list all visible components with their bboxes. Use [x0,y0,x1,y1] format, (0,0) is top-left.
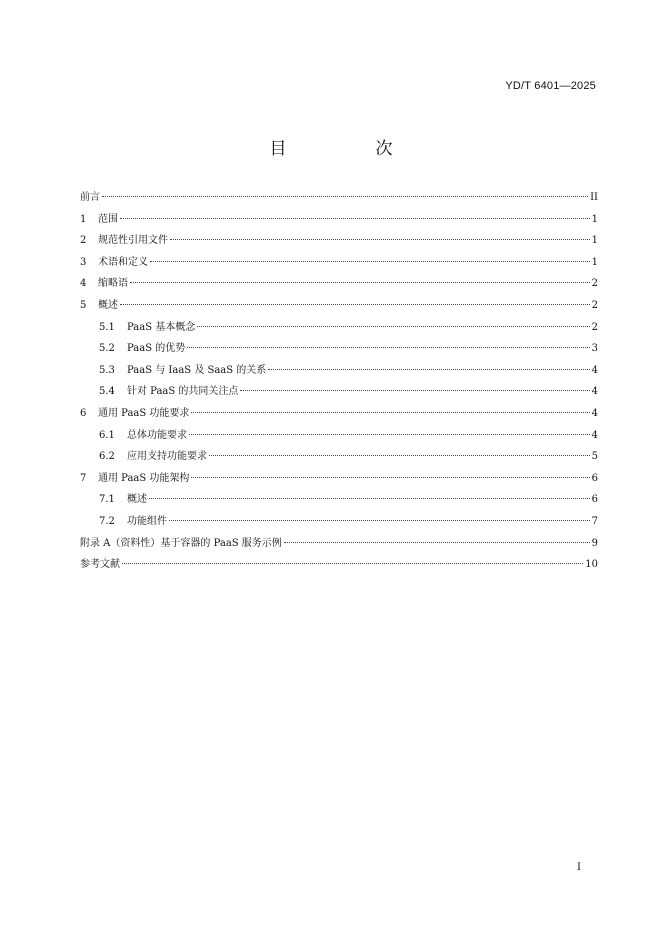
toc-entry-number: 3 [80,256,87,268]
toc-entry-title: 总体功能要求 [127,429,187,441]
toc-leader-dots [122,563,583,564]
toc-leader-dots [209,455,590,456]
toc-entry-page: 5 [591,451,598,463]
toc-entry-5-3[interactable] [80,361,598,383]
toc-entry-page: 4 [591,407,598,419]
toc-leader-dots [268,369,589,370]
toc-entry-1[interactable] [80,210,598,232]
toc-entry-page: 9 [591,537,598,549]
toc-leader-dots [284,542,590,543]
toc-entry-title: 参考文献 [80,559,120,571]
toc-leader-dots [150,261,590,262]
toc-entry-number: 7 [80,472,87,484]
toc-entry-number: 5.2 [99,343,115,355]
toc-entry-5[interactable] [80,296,598,318]
toc-leader-dots [169,520,590,521]
toc-leader-dots [191,477,589,478]
toc-entry-7-1[interactable] [80,490,598,512]
toc-entry-title: 规范性引用文件 [98,235,168,247]
toc-entry-5-2[interactable] [80,339,598,361]
toc-entry-title: 通用 PaaS 功能要求 [98,407,190,419]
toc-entry-page: 1 [591,213,598,225]
toc-entry-7-2[interactable] [80,512,598,534]
toc-entry-title: PaaS 基本概念 [127,321,196,333]
toc-entry-page: 6 [591,494,598,506]
toc-entry-5-4[interactable] [80,382,598,404]
toc-entry-references[interactable] [80,555,598,577]
toc-entry-3[interactable] [80,253,598,275]
toc-entry-page: 2 [591,278,598,290]
table-of-contents [80,188,598,577]
toc-entry-foreword[interactable] [80,188,598,210]
toc-entry-title: 通用 PaaS 功能架构 [98,472,190,484]
toc-entry-page: 2 [591,321,598,333]
toc-entry-number: 6 [80,407,87,419]
toc-entry-page: 3 [591,343,598,355]
toc-entry-page: 4 [591,386,598,398]
toc-entry-title: 范围 [98,213,118,225]
toc-entry-appendix-a[interactable] [80,534,598,556]
toc-entry-page: 7 [591,515,598,527]
toc-leader-dots [197,326,589,327]
toc-entry-title: PaaS 的优势 [127,343,186,355]
toc-entry-6[interactable] [80,404,598,426]
toc-leader-dots [189,434,590,435]
toc-entry-title: 附录 A（资料性）基于容器的 PaaS 服务示例 [80,537,282,549]
toc-entry-page: II [590,192,598,203]
toc-entry-7[interactable] [80,469,598,491]
toc-leader-dots [149,498,590,499]
toc-entry-4[interactable] [80,274,598,296]
toc-entry-title: 概述 [127,494,147,506]
page-title: 目 次 [269,139,429,159]
toc-entry-page: 4 [591,364,598,376]
toc-entry-number: 1 [80,213,87,225]
toc-entry-number: 5.4 [99,386,115,398]
toc-leader-dots [240,390,589,391]
toc-entry-title: 针对 PaaS 的共同关注点 [127,386,239,398]
toc-entry-page: 1 [591,235,598,247]
toc-entry-6-2[interactable] [80,447,598,469]
toc-entry-number: 5 [80,299,87,311]
toc-entry-number: 6.1 [99,429,115,441]
toc-entry-2[interactable] [80,231,598,253]
toc-entry-number: 7.2 [99,515,115,527]
toc-entry-title: 概述 [98,299,118,311]
toc-entry-page: 6 [591,472,598,484]
standard-code: YD/T 6401—2025 [505,80,596,92]
toc-leader-dots [120,304,590,305]
toc-entry-page: 2 [591,299,598,311]
toc-entry-page: 10 [585,559,598,571]
toc-leader-dots [191,412,589,413]
toc-entry-number: 4 [80,278,87,290]
toc-entry-page: 4 [591,429,598,441]
toc-entry-page: 1 [591,256,598,268]
toc-leader-dots [130,282,590,283]
toc-entry-title: 应用支持功能要求 [127,451,207,463]
toc-entry-title: 缩略语 [98,278,128,290]
page-number: I [577,862,581,873]
toc-entry-number: 2 [80,235,87,247]
toc-entry-title: PaaS 与 IaaS 及 SaaS 的关系 [127,364,267,376]
toc-entry-number: 7.1 [99,494,115,506]
toc-leader-dots [187,347,589,348]
toc-leader-dots [170,239,590,240]
toc-entry-title: 前言 [80,192,100,203]
toc-entry-5-1[interactable] [80,318,598,340]
toc-leader-dots [120,218,590,219]
toc-entry-number: 5.3 [99,364,115,376]
toc-entry-title: 术语和定义 [98,256,148,268]
toc-entry-title: 功能组件 [127,515,167,527]
toc-entry-number: 6.2 [99,451,115,463]
toc-entry-number: 5.1 [99,321,115,333]
toc-leader-dots [102,196,588,197]
toc-entry-6-1[interactable] [80,426,598,448]
